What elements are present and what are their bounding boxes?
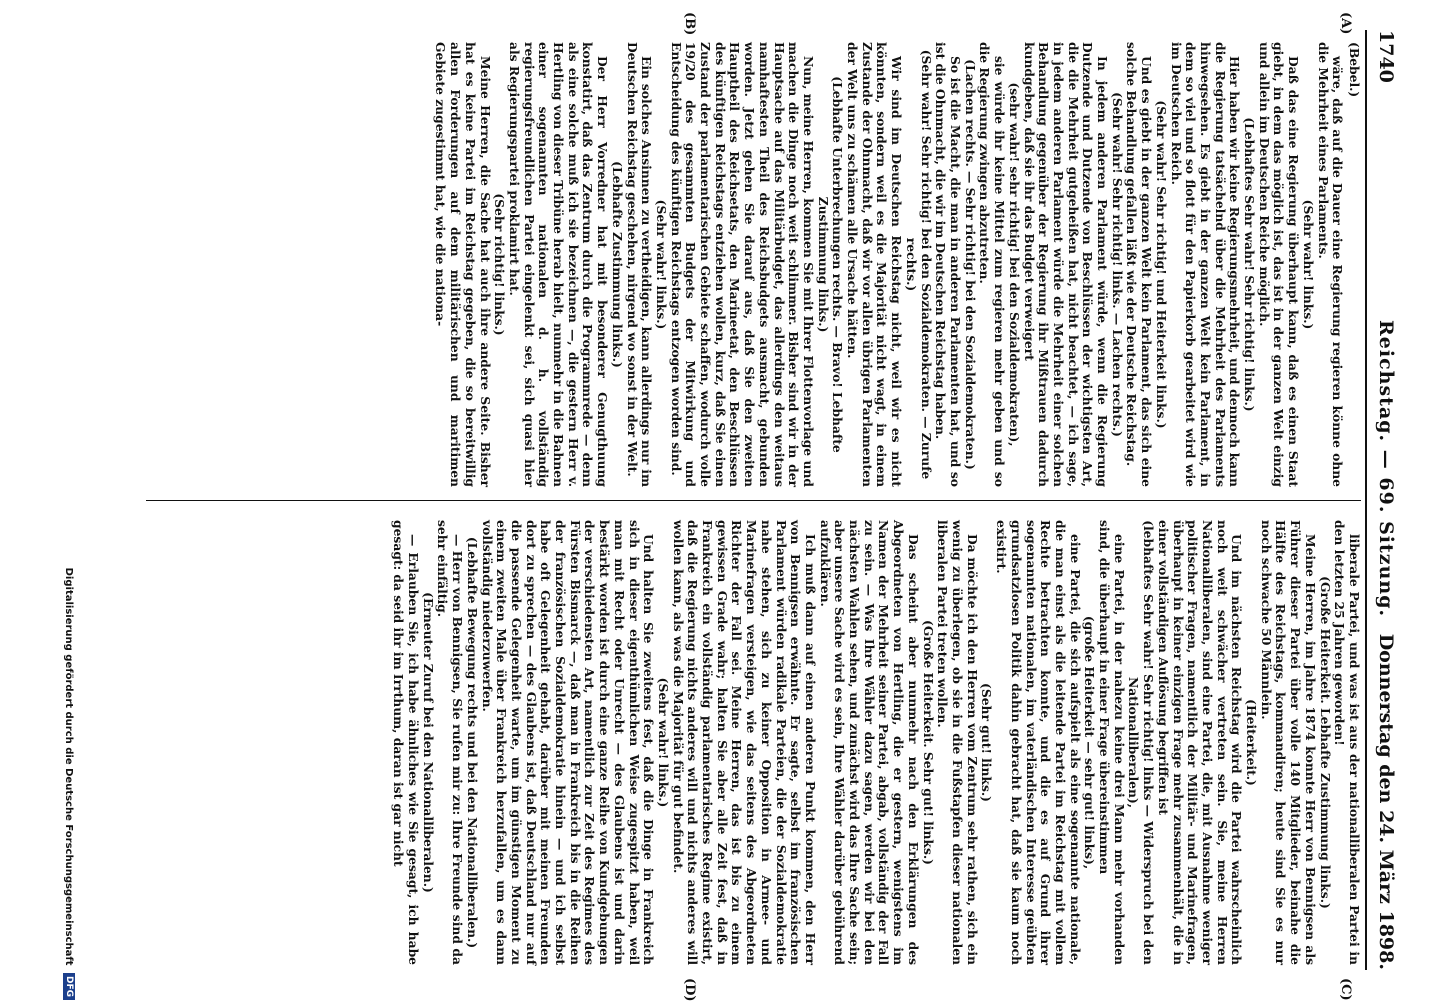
- paragraph: (Heiterkeit.): [1244, 699, 1260, 786]
- paragraph: Nun, meine Herren, kommen Sie mit Ihrer Flottenvorlage und machen die Dinge noch weit schlimmer. Bisher sind wir in der Hauptsache auf das Militärbudget, das allerdings den weitaus namhaftesten Theil des Reichsbudgets ausmacht, gebunden worden. Jetzt gehen Sie darauf aus, daß Sie den zweiten Hauptheil des Reichsetats, den Marineetat, den Beschlüssen des künftigen Reichstags entziehen wollen, kurz, daß Sie einen Zustand der parlamentarischen Gebiete schaffen, wodurch volle 19/20 des gesammten Budgets der Mitwirkung und Entscheidung des künftigen Reichstags entzogen worden sind.: [668, 42, 816, 487]
- paragraph: (Große Heiterkeit. Lebhafte Zustimmung links.): [1317, 576, 1333, 909]
- paragraph: Und im nächsten Reichstag wird die Partei wahrscheinlich noch weit schwächer vertreten sein. Sie, meine Herren Nationalliberalen, sind eine Partei, die, mit Ausnahme weniger politischer Fragen, namentlich der Militär- und Marinefragen, überhaupt in keiner einzigen Frage mehr zusammenhält, die in einer vollständigen Auflösung begriffen ist: [1155, 520, 1245, 965]
- paragraph: (Große Heiterkeit. Sehr gut! links.): [920, 620, 936, 865]
- paragraph: Und es giebt in der ganzen Welt kein Parlament, das sich eine solche Behandlung gefallen läßt wie der Deutsche Reichstag.: [1124, 42, 1155, 487]
- margin-mark-a: (A): [1338, 12, 1353, 35]
- column-divider: [146, 500, 1361, 501]
- paragraph: Hier haben wir keine Regierungsmehrheit, und dennoch kann die Regierung tatsächelnd über die Mehrheit des Parlaments hinwegsehen. Es giebt in der ganzen Welt kein Parlament, in dem so viel und so flott für den Papierkorb gearbeitet wird wie im Deutschen Reich.: [1168, 42, 1243, 487]
- paragraph: (Sehr wahr! links.): [653, 199, 669, 330]
- paragraph: (Sehr wahr! Sehr richtig! bei den Sozialdemokraten. — Zurufe rechts.): [903, 49, 934, 480]
- digitization-footer: [63, 0, 75, 1000]
- session-date: Donnerstag den 24. März 1898.: [1375, 633, 1397, 970]
- paragraph: (Sehr richtig! links.): [492, 193, 508, 336]
- dfg-logo: DFG: [63, 973, 75, 1000]
- paragraph: (Sehr wahr! Sehr richtig! und Heiterkeit links.): [1153, 100, 1169, 429]
- margin-mark-c: (C): [1338, 978, 1353, 1001]
- paragraph: Ein solches Ansinnen zu vertheidigen, kann allerdings nur im Deutschen Reichstag geschehen, nirgend wo sonst in der Welt.: [624, 42, 655, 487]
- paragraph: Und halten Sie zweitens fest, daß die Dinge in Frankreich sich in dieser eigenthümlichen Weise zugespitzt haben, weil man mit Recht oder Unrecht — des Glaubens ist und darin bestärkt worden ist durch eine ganze Reihe von Kundgebungen der verschiedensten Art, namentlich zur Zeit des Regimes des Fürsten Bismarck —, daß man in Frankreich bis in die Reihen der französischen Sozialdemokratie hinein — und ich selbst habe oft Gelegenheit gehabt, darüber mit meinen Freunden dort zu sprechen — des Glaubens ist, daß Deutschland nur auf die passende Gelegenheit warte, um im günstigen Moment zu einem zweiten Male über Frankreich herzufallen, um es dann vollständig niederzuwerfen.: [479, 520, 657, 965]
- paragraph: Das scheint aber nunmehr nach den Erklärungen des Abgeordneten von Hertling, die er gestern, wenigstens im Namen der Mehrheit seiner Partei, abgab, vollständig der Fall zu sein. — Was Ihre Wähler dazu sagen, werden wir bei den nächsten Wahlen sehen, und zunächst wird das Ihre Sache sein; aber unsere Sache wird es sein, Ihre Wähler darüber gebührend aufzuklären.: [817, 520, 921, 965]
- page-number: 1740: [1375, 30, 1397, 83]
- paragraph: (Sehr wahr! links.): [1300, 199, 1316, 330]
- left-column: [433, 42, 1361, 487]
- margin-mark-d: (D): [682, 978, 697, 1002]
- right-paragraphs: [391, 520, 1361, 965]
- paragraph: (sehr wahr! sehr richtig! bei den Sozialdemokraten),: [1006, 82, 1022, 447]
- paragraph: — Herr von Bennigsen, Sie rufen mir zu: Ihre Freunde sind da sehr einfältig.: [435, 520, 466, 965]
- paragraph: liberale Partei, und was ist aus der nationalliberalen Partei in den letzten 25 Jahren geworden!: [1332, 520, 1362, 965]
- paragraph: eine Partei, in der nahezu keine drei Mann mehr vorhanden sind, die überhaupt in einer Frage übereinstimmen: [1097, 520, 1127, 965]
- page-header: [1369, 30, 1399, 970]
- paragraph: In jedem anderen Parlament würde, wenn die Regierung Dutzende und Dutzende von Beschlüssen der wichtigsten Art, die die Mehrheit gutgeheißen hat, nicht beachtet, — ich sage, in jedem anderen Parlament würde die Mehrheit einer solchen Behandlung gegenüber der Regierung ihr Mißtrauen dadurch kundgeben, daß sie ihr das Budget verweigert: [1021, 42, 1111, 487]
- paragraph: Meine Herren, im Jahre 1874 konnte Herr von Bennigsen als Führer dieser Partei über volle 140 Mitglieder, beinahe die Hälfte des Reichstags, kommandiren; heute sind Sie es nur noch schwache 50 Männlein.: [1258, 520, 1318, 965]
- paragraph: (Sehr wahr! Sehr richtig! links. — Lachen rechts.): [1109, 92, 1125, 437]
- paragraph: Daß das eine Regierung überhaupt kann, daß es einen Staat giebt, in dem das möglich ist, das ist in der ganzen Welt einzig und allein im Deutschen Reiche möglich.: [1256, 42, 1302, 487]
- right-column: [391, 520, 1361, 965]
- speaker-label: (Bebel.): [1347, 42, 1362, 98]
- paragraph: (Lebhafte Bewegung rechts und bei den Nationalliberalen.): [464, 536, 480, 949]
- paragraph: Meine Herren, die Sache hat auch ihre andere Seite. Bisher hat es keine Partei im Reichstag gegeben, die so bereitwillig allen Forderungen auf dem militärischen und maritimen Gebiete zugestimmt hat, wie die nationa-: [433, 42, 493, 487]
- paragraph: Da möchte ich den Herren vom Zentrum sehr rathen, sich ein wenig zu überlegen, ob sie in die Fußstapfen dieser nationalen liberalen Partei treten wollen.: [935, 520, 980, 965]
- paragraph: wäre, daß auf die Dauer eine Regierung regieren könne ohne die Mehrheit eines Parlaments.: [1315, 42, 1346, 487]
- paragraph: (Lebhafte Unterbrechungen rechts. — Bravo! Lebhafte Zustimmung links.): [815, 76, 846, 453]
- paragraph: (Lachen rechts. — Sehr richtig! bei den Sozialdemokraten.): [962, 59, 978, 470]
- page-title: Reichstag. — 69. Sitzung.: [1375, 320, 1397, 618]
- paragraph: (lebhaftes Sehr wahr! Sehr richtig! links — Widerspruch bei den Nationalliberalen),: [1126, 520, 1157, 965]
- paragraph: So ist die Macht, die man in anderen Parlamenten hat, und so ist die Ohnmacht, die wir im Deutschen Reichstag haben.: [933, 42, 964, 487]
- margin-mark-b: (B): [682, 12, 697, 36]
- paragraph: (große Heiterkeit — sehr gut! links),: [1082, 615, 1098, 870]
- header-rule: [1365, 30, 1367, 970]
- paragraph: Ich muß dann auf einen anderen Punkt kommen, den Herr von Bennigsen erwähnte. Er sagte, selbst im französischen Parlament würden radikale Parteien, die der Sozialdemokratie nahe stehen, sich zu keiner Opposition in Armee- und Marinefragen versteigen, wie das seitens des Abgeordneten Richter der Fall sei. Meine Herren, das ist bis zu einem gewissen Grade wahr; halten Sie aber alle Zeit fest, daß in Frankreich ein vollständig parlamentarisches Regime existirt, daß die Regierung nichts anderes will und nichts anderes will wollen kann, als was die Majorität für gut befindet.: [670, 520, 818, 965]
- paragraph: (Sehr wahr! links.): [655, 677, 671, 808]
- paragraph: (Erneuter Zuruf bei den Nationalliberalen.): [420, 592, 436, 893]
- paragraph: (Lebhafte Zustimmung links.): [609, 161, 625, 368]
- paragraph: eine Partei, die sich aufspielt als eine sogenannte nationale, die man einst als die leitende Partei im Reichstag mit vollem Rechte betrachten konnte, und die es auf Grund ihrer sogenannten nationalen, im vaterländischen Interesse geübten grundsatzlosen Politik dahin gebracht hat, daß sie kaum noch existirt.: [994, 520, 1083, 965]
- paragraph: — Erlauben Sie, ich habe ähnliches wie Sie gesagt, ich habe gesagt: da seid ihr im Irrthum, daran ist gar nicht: [391, 520, 421, 965]
- footer-text: Digitalisierung gefördert durch die Deutsche Forschungsgemeinschaft: [63, 567, 74, 966]
- paragraph: sie würde ihr keine Mittel zum regieren mehr geben und so die Regierung zwingen abzutreten.: [977, 42, 1008, 487]
- left-paragraphs: [433, 42, 1345, 487]
- paragraph: Der Herr Vorredner hat mit besonderer Genugthuung konstatirt, daß das Zentrum durch die Programmrede — denn als eine solche muß ich sie bezeichnen —, die gestern Herr v. Hertling von dieser Tribüne herab hielt, nunmehr in die Bahnen einer sogenannten nationalen d. h. vollständig regierungsfreundlichen Partei eingelenkt sei, sich quasi hier als Regierungspartei proklamirt hat.: [506, 42, 611, 487]
- paragraph: (Lebhaftes Sehr wahr! Sehr richtig! links.): [1242, 117, 1258, 412]
- paragraph: Wir sind im Deutschen Reichstag nicht, weil wir es nicht könnten, sondern weil es die Majorität nicht wagt, in einem Zustande der Ohnmacht, daß wir vor allen übrigen Parlamenten der Welt uns zu schämen alle Ursache hätten.: [845, 42, 905, 487]
- paragraph: (Sehr gut! links.): [979, 683, 995, 802]
